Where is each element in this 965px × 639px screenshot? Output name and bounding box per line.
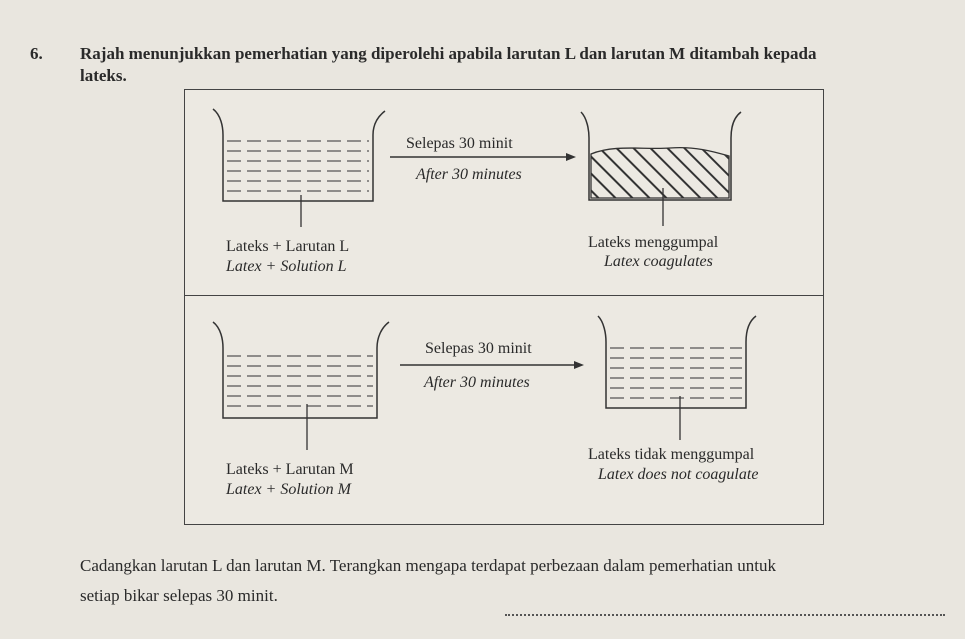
top-arrow-label-en: After 30 minutes bbox=[416, 166, 522, 183]
bottom-arrow bbox=[400, 358, 590, 372]
bottom-right-label-en: Latex does not coagulate bbox=[598, 466, 759, 483]
instruction-line2: setiap bikar selepas 30 minit. bbox=[80, 586, 278, 605]
top-arrow bbox=[390, 150, 580, 164]
question-number: 6. bbox=[30, 44, 43, 63]
diagram-divider bbox=[184, 295, 824, 296]
question-text-line2: lateks. bbox=[80, 66, 127, 85]
beaker-latex-coagulates bbox=[575, 108, 745, 218]
answer-line[interactable] bbox=[505, 614, 945, 616]
bottom-left-label-en: Latex + Solution M bbox=[226, 481, 352, 498]
beaker-latex-solution-l bbox=[205, 105, 395, 215]
top-left-label-ms: Lateks + Larutan L bbox=[226, 238, 350, 255]
bottom-left-label-ms: Lateks + Larutan M bbox=[226, 461, 354, 478]
bottom-arrow-label-en: After 30 minutes bbox=[424, 374, 530, 391]
top-right-label-ms: Lateks menggumpal bbox=[588, 234, 719, 251]
beaker-latex-not-coagulate bbox=[592, 312, 762, 452]
question-text-line1: Rajah menunjukkan pemerhatian yang diperolehi apabila larutan L dan larutan M ditambah kepada bbox=[80, 44, 817, 63]
bottom-arrow-label-ms: Selepas 30 minit bbox=[425, 340, 532, 357]
bottom-right-label-ms: Lateks tidak menggumpal bbox=[588, 446, 755, 463]
beaker-latex-solution-m bbox=[205, 318, 395, 458]
top-arrow-label-ms: Selepas 30 minit bbox=[406, 135, 513, 152]
top-right-label-en: Latex coagulates bbox=[604, 253, 713, 270]
top-left-label-en: Latex + Solution L bbox=[226, 258, 347, 275]
instruction-line1: Cadangkan larutan L dan larutan M. Terangkan mengapa terdapat perbezaan dalam pemerhatian untuk bbox=[80, 556, 776, 575]
